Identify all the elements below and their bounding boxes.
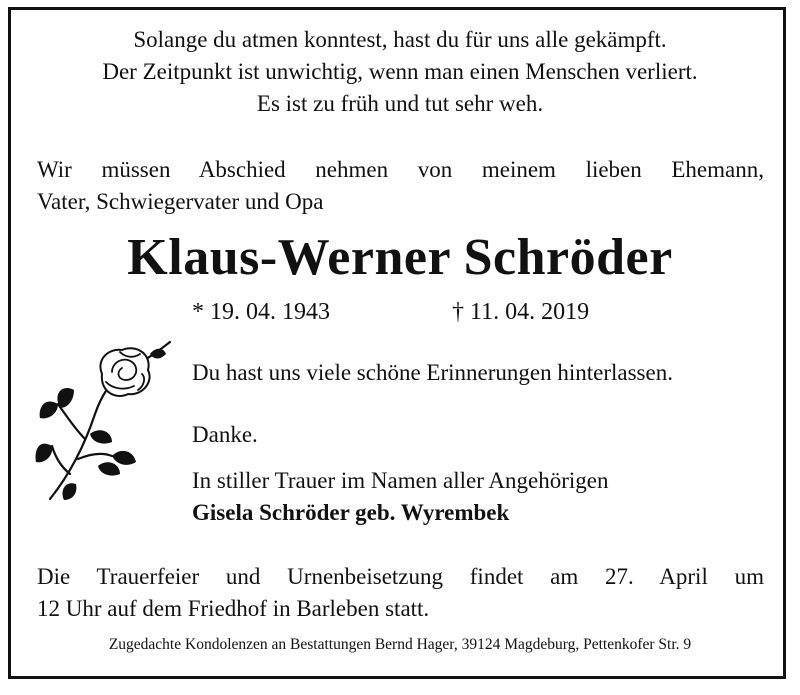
poem-line-2: Der Zeitpunkt ist unwichtig, wenn man einen Menschen verliert. [102,59,698,84]
poem-line-3: Es ist zu früh und tut sehr weh. [256,91,544,116]
death-date: † 11. 04. 2019 [452,299,590,325]
service-info [37,561,764,625]
service-line-1: Die Trauerfeier und Urnenbeisetzung findet am 27. April um [37,564,764,589]
intro-line-1: Wir müssen Abschied nehmen von meinem lieben Ehemann, [37,157,764,182]
memory-text: Du hast uns viele schöne Erinnerungen hinterlassen. [192,360,673,385]
birth-date: * 19. 04. 1943 [192,299,330,325]
intro-line-2: Vater, Schwiegervater und Opa [37,189,324,214]
signer-name: Gisela Schröder geb. Wyrembek [192,500,510,525]
condolence-footer: Zugedachte Kondolenzen an Bestattungen Bernd Hager, 39124 Magdeburg, Pettenkofer Str. 9 [108,636,692,653]
intro-text [37,154,764,218]
deceased-name: Klaus-Werner Schröder [127,229,673,286]
poem [0,24,800,120]
mourning-text: In stiller Trauer im Namen aller Angehörigen [192,468,609,493]
poem-line-1: Solange du atmen konntest, hast du für uns alle gekämpft. [133,27,667,52]
service-line-2: 12 Uhr auf dem Friedhof in Barleben statt. [37,596,430,621]
rose-icon [30,334,180,504]
thanks-text: Danke. [192,422,258,447]
